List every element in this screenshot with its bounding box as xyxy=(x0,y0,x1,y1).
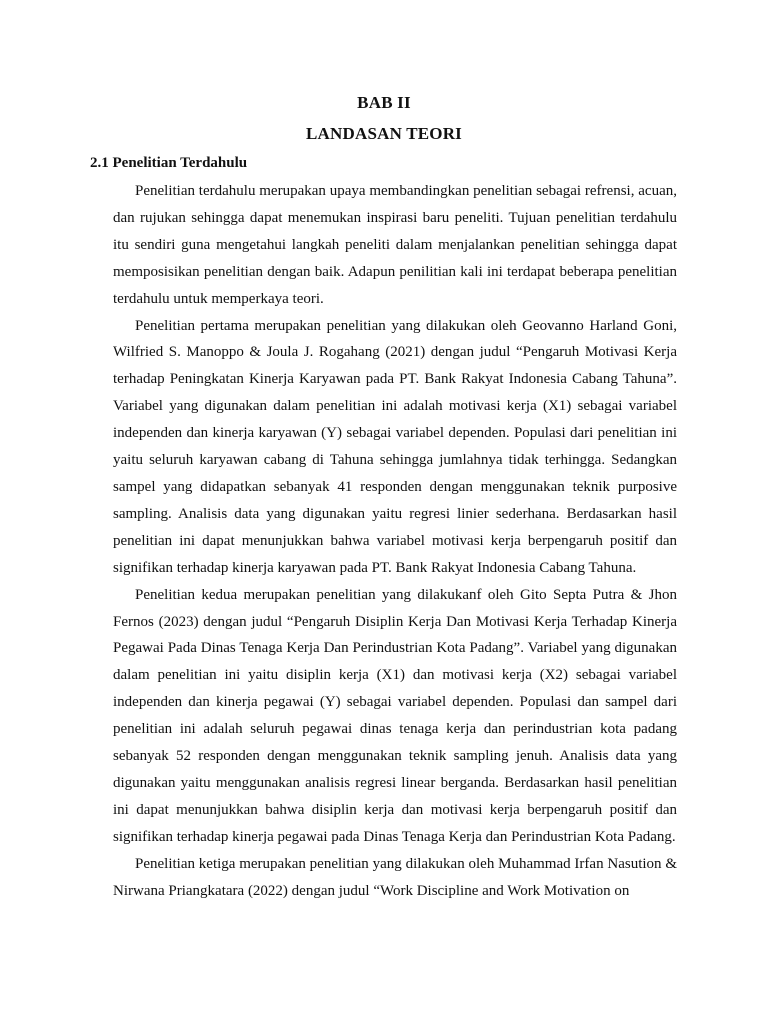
chapter-number: BAB II xyxy=(357,93,411,112)
chapter-title: LANDASAN TEORI xyxy=(306,124,462,143)
section-heading: 2.1 Penelitian Terdahulu xyxy=(90,155,248,171)
paragraph-second-study: Penelitian kedua merupakan penelitian yang dilakukanf oleh Gito Septa Putra & Jhon Fernos (2023) dengan judul “Pengaruh Disiplin Kerja Dan Motivasi Kerja Terhadap Kinerja Pegawai Pada Dinas Tenaga Kerja Dan Perindustrian Kota Padang”. Variabel yang digunakan dalam penelitian ini yaitu disiplin kerja (X1) dan motivasi kerja (X2) sebagai variabel independen dan kinerja pegawai (Y) sebagai variabel dependen. Populasi dan sampel dari penelitian ini adalah seluruh pegawai dinas tenaga kerja dan perindustrian kota padang sebanyak 52 responden dengan menggunakan teknik sampling jenuh. Analisis data yang digunakan yaitu menggunakan analisis regresi linear berganda. Berdasarkan hasil penelitian ini dapat menunjukkan bahwa disiplin kerja dan motivasi kerja berpengaruh positif dan signifikan terhadap kinerja pegawai pada Dinas Tenaga Kerja dan Perindustrian Kota Padang. xyxy=(113,586,677,845)
paragraph-first-study: Penelitian pertama merupakan penelitian yang dilakukan oleh Geovanno Harland Goni, Wilfried S. Manoppo & Joula J. Rogahang (2021) dengan judul “Pengaruh Motivasi Kerja terhadap Peningkatan Kinerja Karyawan pada PT. Bank Rakyat Indonesia Cabang Tahuna”. Variabel yang digunakan dalam penelitian ini adalah motivasi kerja (X1) sebagai variabel independen dan kinerja karyawan (Y) sebagai variabel dependen. Populasi dari penelitian ini yaitu seluruh karyawan cabang di Tahuna sehingga jumlahnya tidak terhingga. Sedangkan sampel yang didapatkan sebanyak 41 responden dengan menggunakan teknik purposive sampling. Analisis data yang digunakan yaitu regresi linier sederhana. Berdasarkan hasil penelitian ini dapat menunjukkan bahwa variabel motivasi kerja berpengaruh positif dan signifikan terhadap kinerja karyawan pada PT. Bank Rakyat Indonesia Cabang Tahuna. xyxy=(113,317,677,576)
body-text xyxy=(113,178,677,904)
paragraph-third-study: Penelitian ketiga merupakan penelitian yang dilakukan oleh Muhammad Irfan Nasution & Nirwana Priangkatara (2022) dengan judul “Work Discipline and Work Motivation on xyxy=(113,855,677,899)
paragraph-intro: Penelitian terdahulu merupakan upaya membandingkan penelitian sebagai refrensi, acuan, dan rujukan sehingga dapat menemukan inspirasi baru peneliti. Tujuan penelitian terdahulu itu sendiri guna mengetahui langkah peneliti dalam menjalankan penelitian sehingga dapat memposisikan penelitian dengan baik. Adapun penilitian kali ini terdapat beberapa penelitian terdahulu untuk memperkaya teori. xyxy=(113,183,677,307)
